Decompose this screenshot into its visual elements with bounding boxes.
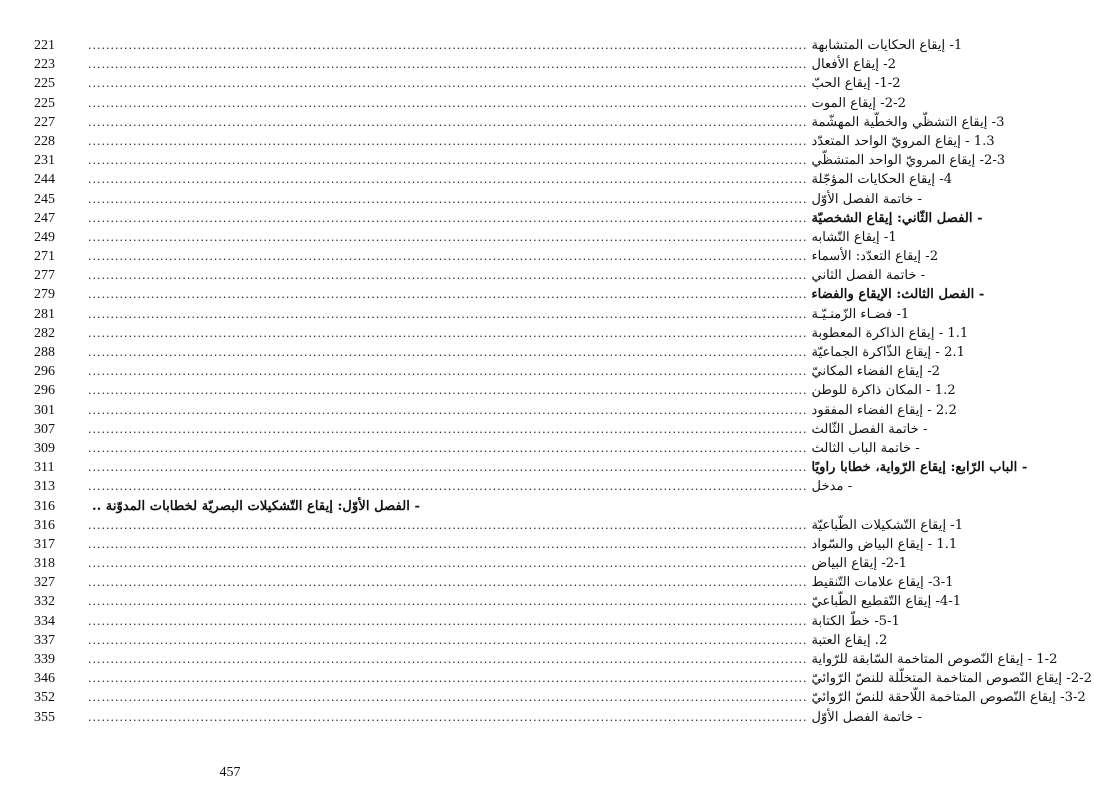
toc-page-number: 221 (34, 38, 55, 53)
toc-entry-title: - خاتمة الفصل الثّالث (811, 421, 928, 437)
page-number: 457 (219, 765, 241, 780)
toc-page-number: 249 (34, 229, 55, 245)
toc-entry (34, 132, 995, 151)
dot-leader: ................................................................................................................................................................ (88, 672, 808, 686)
toc-page-number: 301 (34, 402, 55, 418)
dot-leader: ................................................................................................................................................................ (88, 633, 808, 647)
toc-entry (34, 228, 897, 247)
toc-entry (34, 209, 983, 228)
toc-entry-title: - الفصل الأوّل: إيقاع التّشكيلات البصريّة لخطابات المدوّنة .. (92, 498, 420, 514)
dot-leader: ................................................................................................................................................................ (88, 384, 808, 398)
toc-page-number: 225 (34, 95, 55, 111)
toc-entry (34, 324, 969, 343)
toc-page-number: 317 (34, 536, 55, 552)
dot-leader: ................................................................................................................................................................ (88, 115, 808, 129)
dot-leader: ................................................................................................................................................................ (88, 710, 808, 724)
dot-leader: ................................................................................................................................................................ (88, 518, 808, 532)
toc-page-number: 247 (34, 210, 55, 226)
toc-entry-title: 2.1 - إيقاع الذّاكرة الجماعيّة (811, 345, 966, 360)
toc-page-number: 352 (34, 690, 55, 706)
toc-entry (34, 650, 1058, 669)
dot-leader: ................................................................................................................................................................ (88, 230, 808, 244)
toc-entry-title: 1- إيقاع التّشابه (811, 229, 897, 245)
toc-entry (34, 36, 963, 55)
toc-entry (34, 535, 958, 554)
toc-entry (34, 497, 420, 516)
toc-entry (34, 516, 964, 535)
toc-entry-title: - الفصل الثالث: الإيقاع والفضاء (811, 287, 985, 303)
toc-page-number: 316 (34, 517, 55, 533)
dot-leader: ................................................................................................................................................................ (88, 154, 808, 168)
toc-entry-title: - خاتمة الفصل الأوّل (811, 191, 922, 207)
dot-leader: ................................................................................................................................................................ (88, 480, 808, 494)
toc-entry-title: 2-1- إيقاع البياض (811, 556, 908, 572)
toc-entry (34, 401, 957, 420)
toc-entry-title: 1- إيقاع التّشكيلات الطّباعيّة (811, 517, 964, 533)
toc-page-number: 307 (34, 421, 55, 437)
dot-leader: ................................................................................................................................................................ (88, 250, 808, 264)
toc-entry-title: - خاتمة الفصل الثاني (811, 268, 926, 284)
toc-page-number: 231 (34, 153, 55, 169)
dot-leader: ................................................................................................................................................................ (88, 326, 808, 340)
dot-leader: ................................................................................................................................................................ (88, 134, 808, 148)
toc-entry (34, 266, 926, 285)
toc-entry (34, 285, 985, 304)
toc-entry-title: 3-2- إيقاع النّصوص المتاخمة اللّاحقة للنصّ الرّوائيّ (811, 690, 1086, 706)
toc-page-number: 355 (34, 709, 55, 725)
toc-entry-title: 1.2 - المكان ذاكرة للوطن (811, 383, 956, 399)
toc-entry (34, 381, 956, 400)
toc-page-number: 318 (34, 556, 55, 572)
dot-leader: ................................................................................................................................................................ (88, 614, 808, 628)
toc-entry (34, 554, 908, 573)
toc-entry-title: - مدخل (811, 479, 853, 495)
dot-leader: ................................................................................................................................................................ (88, 269, 808, 283)
toc-entry (34, 74, 901, 93)
toc-entry-title: 2- إيقاع التعدّد: الأسماء (811, 249, 939, 265)
toc-entry (34, 439, 920, 458)
toc-page-number: 339 (34, 652, 55, 667)
dot-leader: ................................................................................................................................................................ (88, 441, 808, 455)
dot-leader: ................................................................................................................................................................ (88, 422, 808, 436)
toc-page-number: 332 (34, 594, 55, 610)
toc-page-number: 337 (34, 632, 55, 648)
dot-leader: ................................................................................................................................................................ (88, 576, 808, 590)
toc-entry-title: - خاتمة الفصل الأوّل (811, 709, 922, 725)
toc-page-number: 227 (34, 114, 55, 130)
dot-leader: ................................................................................................................................................................ (88, 461, 808, 475)
toc-entry (34, 94, 906, 113)
toc-entry-title: - الفصل الثّاني: إيقاع الشخصيّة (811, 210, 983, 226)
toc-entry (34, 343, 966, 362)
toc-entry-title: 2- إيقاع الأفعال (811, 57, 897, 73)
dot-leader: ................................................................................................................................................................ (88, 403, 808, 417)
dot-leader: ................................................................................................................................................................ (88, 211, 808, 225)
toc-page-number: 296 (34, 364, 55, 380)
toc-entry (34, 362, 941, 381)
toc-entry (34, 631, 888, 650)
toc-entry (34, 247, 939, 266)
toc-entry-title: 1- فضـاء الزّمنـيّـة (811, 306, 910, 322)
toc-page-number: 271 (34, 249, 55, 265)
toc-entry-title: 3- إيقاع التشظّي والخطّية المهشّمة (811, 114, 1005, 130)
toc-entry-title: - الباب الرّابع: إيقاع الرّواية، خطابا راويًا (811, 460, 1028, 476)
toc-page-number: 296 (34, 383, 55, 399)
toc-entry (34, 612, 900, 631)
toc-entry-title: 5-1- خطّ الكتابة (811, 613, 900, 629)
dot-leader: ................................................................................................................................................................ (88, 96, 808, 110)
dot-leader: ................................................................................................................................................................ (88, 691, 808, 705)
dot-leader: ................................................................................................................................................................ (88, 192, 808, 206)
dot-leader: ................................................................................................................................................................ (88, 77, 808, 91)
dot-leader: ................................................................................................................................................................ (88, 346, 808, 359)
toc-entry (34, 477, 853, 496)
dot-leader: ................................................................................................................................................................ (88, 288, 808, 302)
toc-page-number: 309 (34, 440, 55, 456)
table-of-contents (34, 36, 1092, 727)
dot-leader: ................................................................................................................................................................ (88, 39, 808, 52)
toc-page-number: 327 (34, 575, 55, 591)
toc-entry-title: 2. إيقاع العتبة (811, 632, 888, 648)
toc-entry-title: 4- إيقاع الحكايات المؤجّلة (811, 172, 953, 188)
dot-leader: ................................................................................................................................................................ (88, 557, 808, 571)
toc-page-number: 245 (34, 191, 55, 207)
toc-page-number: 277 (34, 268, 55, 284)
toc-entry (34, 190, 922, 209)
toc-entry (34, 688, 1086, 707)
toc-entry (34, 305, 910, 324)
dot-leader: ................................................................................................................................................................ (88, 58, 808, 72)
toc-entry (34, 573, 954, 592)
toc-entry-title: 3-1- إيقاع علامات التّنقيط (811, 575, 954, 591)
toc-entry (34, 669, 1092, 688)
dot-leader: ................................................................................................................................................................ (88, 365, 808, 379)
toc-entry (34, 151, 1006, 170)
toc-page-number: 282 (34, 325, 55, 341)
dot-leader: ................................................................................................................................................................ (88, 595, 808, 609)
toc-page-number: 311 (34, 460, 55, 476)
toc-page-number: 244 (34, 172, 55, 188)
toc-page-number: 279 (34, 287, 55, 303)
toc-page-number: 223 (34, 57, 55, 73)
toc-entry-title: 1.1 - إيقاع الذاكرة المعطوبة (811, 325, 969, 341)
toc-page-number: 281 (34, 306, 55, 322)
toc-entry (34, 113, 1005, 132)
toc-page-number: 228 (34, 133, 55, 149)
dot-leader: ................................................................................................................................................................ (88, 307, 808, 321)
toc-page-number: 288 (34, 345, 55, 360)
dot-leader: ................................................................................................................................................................ (88, 537, 808, 551)
toc-entry-title: 2- إيقاع الفضاء المكانيّ (811, 364, 941, 380)
toc-entry (34, 170, 953, 189)
toc-entry-title: - خاتمة الباب الثالث (811, 440, 920, 456)
toc-entry (34, 458, 1028, 477)
toc-page-number: 316 (34, 498, 55, 514)
toc-entry-title: 2.2 - إيقاع الفضاء المفقود (811, 402, 957, 418)
dot-leader: ................................................................................................................................................................ (88, 173, 808, 187)
toc-entry-title: 4-1- إيقاع التّقطيع الطّباعيّ (811, 594, 962, 610)
toc-entry-title: 2-3- إيقاع المرويّ الواحد المتشظّي (811, 153, 1006, 169)
toc-entry-title: 1-2 - إيقاع النّصوص المتاخمة السّابقة للرّواية (811, 652, 1058, 667)
toc-entry-title: 2-2- إيقاع الموت (811, 95, 906, 111)
toc-entry (34, 592, 962, 611)
toc-entry (34, 55, 897, 74)
toc-page-number: 346 (34, 671, 55, 687)
toc-entry-title: 1- إيقاع الحكايات المتشابهة (811, 38, 963, 53)
toc-entry-title: 1.3 - إيقاع المرويّ الواحد المتعدّد (811, 133, 995, 149)
toc-entry-title: 1-2- إيقاع الحبّ (811, 76, 901, 92)
toc-entry (34, 708, 922, 727)
toc-page-number: 225 (34, 76, 55, 92)
toc-page-number: 334 (34, 613, 55, 629)
toc-entry-title: 1.1 - إيقاع البياض والسّواد (811, 536, 958, 552)
toc-page-number: 313 (34, 479, 55, 495)
dot-leader: ................................................................................................................................................................ (88, 653, 808, 666)
toc-entry (34, 420, 928, 439)
toc-entry-title: 2-2- إيقاع النّصوص المتاخمة المتخلّلة للنصّ الرّوائيّ (811, 671, 1092, 687)
